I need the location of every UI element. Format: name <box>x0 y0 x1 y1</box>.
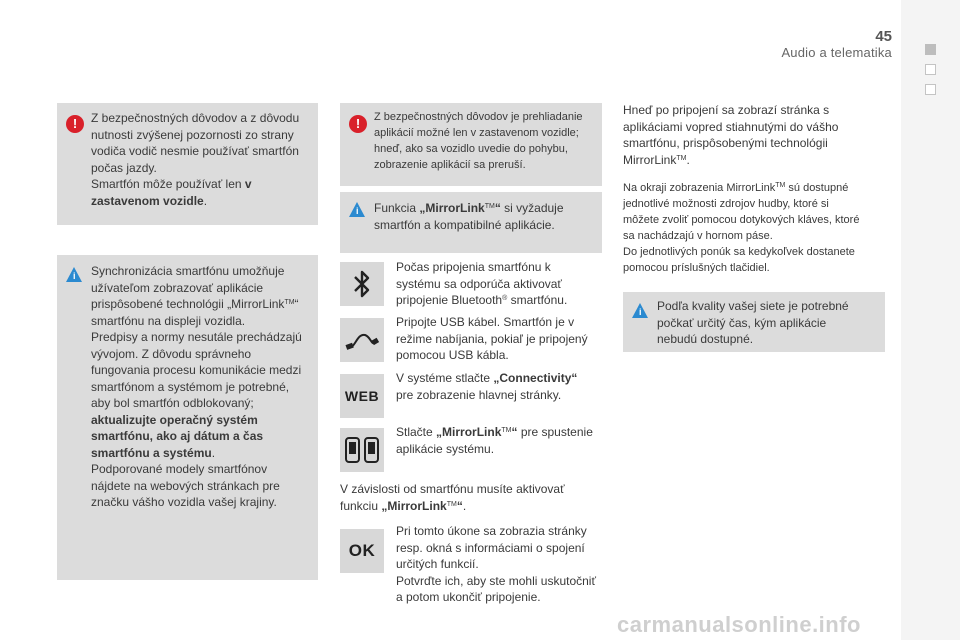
step-connectivity-text: V systéme stlačte „Connectivity“ pre zobrazenie hlavnej stránky. <box>396 371 578 402</box>
bluetooth-icon <box>351 269 373 299</box>
step-usb-text: Pripojte USB kábel. Smartfón je v režime nabíjania, pokiaľ je pripojený pomocou USB kábla. <box>396 315 588 362</box>
mirrorlink-button-image <box>340 428 384 472</box>
page-number: 45 <box>875 28 892 45</box>
tab-marker <box>925 84 936 95</box>
info-box-network: i Podľa kvality vašej siete je potrebné počkať určitý čas, kým aplikácie nebudú dostupné. <box>623 292 885 352</box>
warning-text: Z bezpečnostných dôvodov je prehliadanie aplikácií možné len v zastavenom vozidle; hneď, ako sa vozidlo uvedie do pohybu, zobrazenie aplikácií sa preruší. <box>374 111 583 171</box>
info-text: Synchronizácia smartfónu umožňuje užívateľom zobrazovať aplikácie prispôsobené technológii „MirrorLink™“ smartfónu na displeji vozidla. Predpisy a normy nesutále prechádzajú vývojom. Z dôvodu správneho fungovania procesu komunikácie medzi smartfónom a systémom je potrebné, aby bol smartfón odblokovaný; aktualizujte operačný systém smartfónu, ako aj dátum a čas smartfónu a systému. Podporované modely smartfónov nájdete na webových stránkach pre značku vášho vozidla vašej krajiny. <box>91 264 302 509</box>
warning-box-driving <box>57 103 318 225</box>
section-title: Audio a telematika <box>781 45 892 60</box>
info-text: Podľa kvality vašej siete je potrebné počkať určitý čas, kým aplikácie nebudú dostupné. <box>657 299 849 346</box>
activate-mirrorlink-text: V závislosti od smartfónu musíte aktivovať funkciu „MirrorLink™“. <box>340 482 565 513</box>
watermark: carmanualsonline.info <box>617 612 861 637</box>
right-paragraph-2: Na okraji zobrazenia MirrorLink™ sú dostupné jednotlivé možnosti zdrojov hudby, ktoré si môžete zvoliť pomocou dotykových kláves, ktoré sa nachádzajú v hornom páse. Do jednotlivých ponúk sa kedykoľvek dostanete pomocou príslušných tlačidiel. <box>623 182 860 274</box>
warning-box-browsing <box>340 103 602 186</box>
ok-label: OK <box>348 541 376 560</box>
web-button-image <box>340 374 384 418</box>
step-confirm-text: Pri tomto úkone sa zobrazia stránky resp. okná s informáciami o spojení určitých funkcií. Potvrďte ich, aby ste mohli uskutočniť a potom ukončiť pripojenie. <box>396 524 596 604</box>
web-label: WEB <box>344 388 380 404</box>
chapter-tab <box>901 0 960 640</box>
tab-marker-active <box>925 44 936 55</box>
right-paragraph-1: Hneď po pripojení sa zobrazí stránka s aplikáciami vopred stiahnutými do vášho smartfónu, prispôsobenými technológii MirrorLink™. <box>623 103 839 167</box>
step-mirrorlink-text: Stlačte „MirrorLink™“ pre spustenie aplikácie systému. <box>396 425 593 456</box>
info-text: Funkcia „MirrorLink™“ si vyžaduje smartfón a kompatibilné aplikácie. <box>374 201 564 232</box>
usb-cable-icon <box>345 327 379 353</box>
usb-cable-image <box>340 318 384 362</box>
warning-text: Z bezpečnostných dôvodov a z dôvodu nutnosti zvýšenej pozornosti zo strany vodiča vodič nesmie používať smartfón počas jazdy. Smartfón môže používať len v zastavenom vozidle. <box>91 111 300 208</box>
ok-button-image <box>340 529 384 573</box>
tab-marker <box>925 64 936 75</box>
step-bluetooth-text: Počas pripojenia smartfónu k systému sa odporúča aktivovať pripojenie Bluetooth® smartfónu. <box>396 260 568 307</box>
info-box-requirements: i Funkcia „MirrorLink™“ si vyžaduje smartfón a kompatibilné aplikácie. <box>340 192 602 253</box>
warning-icon: ! <box>66 115 84 133</box>
mirrorlink-icon <box>343 435 381 465</box>
warning-icon: ! <box>349 115 367 133</box>
info-box-synchronization: i Synchronizácia smartfónu umožňuje užívateľom zobrazovať aplikácie prispôsobené technológii „MirrorLink™“ smartfónu na displeji vozidla. Predpisy a normy nesutále prechádzajú vývojom. Z dôvodu správneho fungovania procesu komunikácie medzi smartfónom a systémom je potrebné, aby bol smartfón odblokovaný; aktualizujte operačný systém smartfónu, ako aj dátum a čas smartfónu a systému. Podporované modely smartfónov nájdete na webových stránkach pre značku vášho vozidla vašej krajiny. <box>57 255 318 580</box>
bluetooth-button-image <box>340 262 384 306</box>
